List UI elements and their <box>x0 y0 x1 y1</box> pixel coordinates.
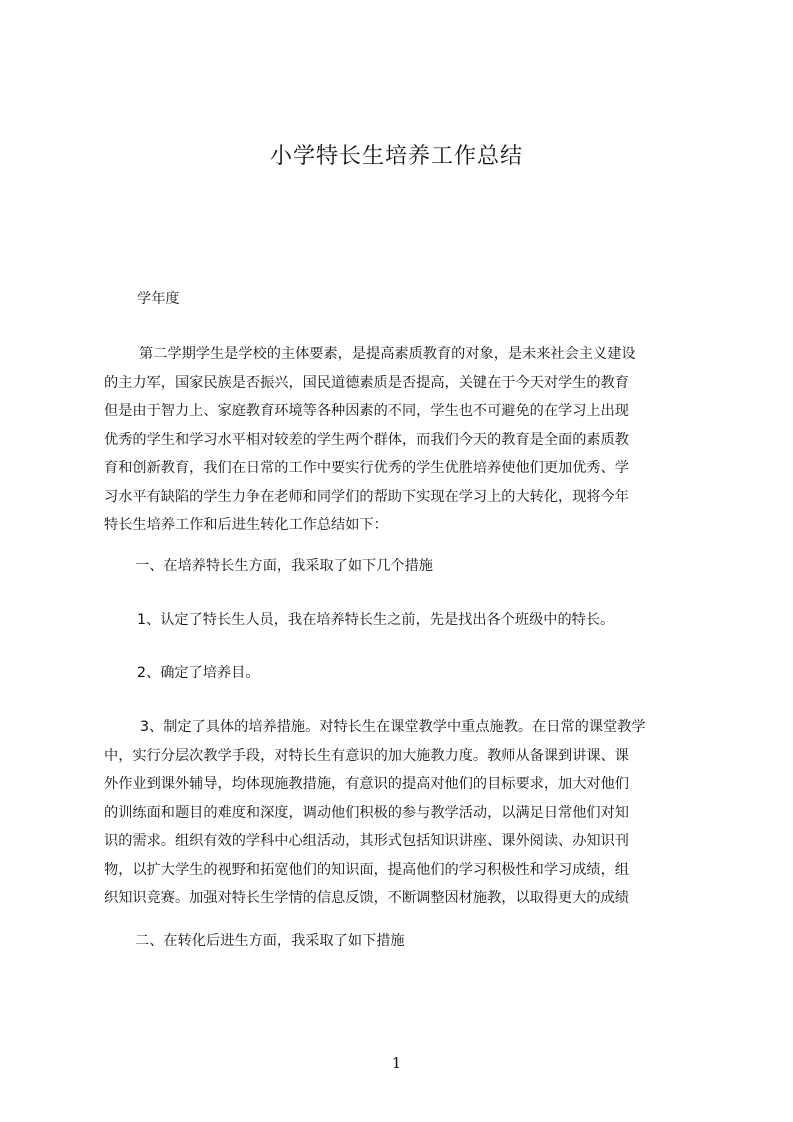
item2-paragraph <box>104 659 704 688</box>
page-number: 1 <box>391 1054 402 1072</box>
intro-paragraph <box>104 340 704 540</box>
paragraph-line: 的主力军，国家民族是否振兴，国民道德素质是否提高，关键在于今天对学生的教育 <box>104 374 629 391</box>
item2-text: 2、确定了培养目。 <box>137 665 260 681</box>
item1-paragraph <box>104 606 704 635</box>
paragraph-line: 但是由于智力上、家庭教育环境等各种因素的不同，学生也不可避免的在学习上出现 <box>104 403 629 419</box>
paragraph-line: 的训练面和题目的难度和深度，调动他们积极的参与教学活动，以满足日常他们对知 <box>104 804 629 821</box>
section2-heading: 二、在转化后进生方面，我采取了如下措施 <box>135 933 405 949</box>
paragraph-line: 习水平有缺陷的学生力争在老师和同学们的帮助下实现在学习上的大转化，现将今年 <box>104 488 629 505</box>
year-label: 学年度 <box>137 291 180 307</box>
section1-heading: 一、在培养特长生方面，我采取了如下几个措施 <box>135 558 433 574</box>
paragraph-line: 优秀的学生和学习水平相对较差的学生两个群体，而我们今天的教育是全面的素质教 <box>104 431 629 448</box>
paragraph-line: 第二学期学生是学校的主体要素，是提高素质教育的对象，是未来社会主义建设 <box>139 346 636 362</box>
paragraph-line: 育和创新教育，我们在日常的工作中要实行优秀的学生优胜培养使他们更加优秀、学 <box>104 460 629 476</box>
paragraph-line: 识的需求。组织有效的学科中心组活动，其形式包括知识讲座、课外阅读、办知识刊 <box>104 833 629 849</box>
item1-text: 1、认定了特长生人员，我在培养特长生之前，先是找出各个班级中的特长。 <box>137 612 615 628</box>
paragraph-line: 特长生培养工作和后进生转化工作总结如下： <box>104 517 388 533</box>
section1-heading-paragraph <box>104 552 704 581</box>
paragraph-line: 织知识竞赛。加强对特长生学情的信息反馈，不断调整因材施教，以取得更大的成绩 <box>104 890 629 906</box>
section2-heading-paragraph <box>104 927 704 956</box>
document-title: 小学特长生培养工作总结 <box>269 144 523 169</box>
year-label-paragraph <box>104 285 704 314</box>
paragraph-line: 中，实行分层次教学手段，对特长生有意识的加大施教力度。教师从备课到讲课、课 <box>104 747 629 764</box>
paragraph-line: 物，以扩大学生的视野和拓宽他们的知识面，提高他们的学习积极性和学习成绩，组 <box>104 861 629 878</box>
paragraph-line: 3、制定了具体的培养措施。对特长生在课堂教学中重点施教。在日常的课堂教学 <box>140 719 646 735</box>
paragraph-line: 外作业到课外辅导，均体现施教措施，有意识的提高对他们的目标要求，加大对他们 <box>104 776 629 792</box>
item3-paragraph <box>104 713 704 913</box>
